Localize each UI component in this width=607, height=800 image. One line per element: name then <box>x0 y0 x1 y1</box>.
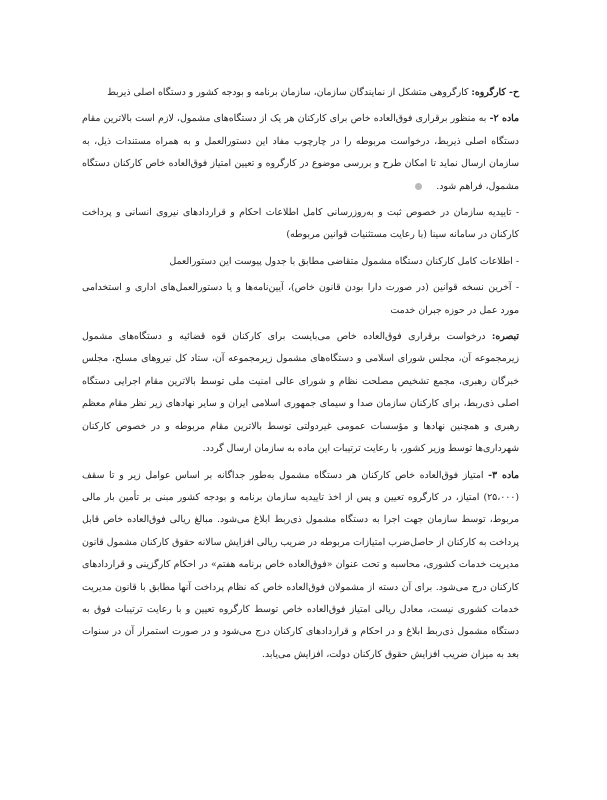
article-3-lead: ماده ۳- <box>488 469 519 481</box>
note-lead: تبصره: <box>491 331 519 343</box>
article-2-lead: ماده ۲- <box>489 113 519 125</box>
list-item: - آخرین نسخه قوانین (در صورت دارا بودن قانون خاص)، آیین‌نامه‌ها و یا دستورالعمل‌های اداری و استخدامی مورد عمل در حوزه جبران خدمت <box>82 282 519 316</box>
article-2-text: به منظور برقراری فوق‌العاده خاص برای کارکنان هر یک از دستگاه‌های مشمول، لازم است بالاترین مقام دستگاه اصلی ذیربط، درخواست مربوطه را در چارچوب مفاد این دستورالعمل و به همراه مستندات ذیل، به سازمان ارسال نماید تا امکان طرح و بررسی موضوع در کارگروه و تعیین امتیاز فوق‌العاده خاص کارکنان دستگاه مشمول، فراهم شود. <box>82 113 519 192</box>
note-paragraph <box>82 326 519 460</box>
list-item: - تاییدیه سازمان در خصوص ثبت و به‌روزرسانی کامل اطلاعات احکام و قراردادهای نیروی انسانی و پرداخت کارکنان در سامانه سینا (با رعایت مستثنیات قوانین مربوطه) <box>82 207 519 241</box>
section-h-lead: ح- کارگروه: <box>471 87 519 98</box>
article-2-paragraph <box>82 108 519 198</box>
list-item: - اطلاعات کامل کارکنان دستگاه مشمول متقاضی مطابق با جدول پیوست این دستورالعمل <box>169 255 519 267</box>
article-3-text: امتیاز فوق‌العاده خاص کارکنان هر دستگاه مشمول به‌طور جداگانه بر اساس عوامل زیر و تا سقف (۲۵،۰۰۰) امتیاز، در کارگروه تعیین و پس از اخذ تاییدیه سازمان برنامه و بودجه کشور مبنی بر تأمین بار مالی مربوط، توسط سازمان جهت اجرا به دستگاه مشمول ذی‌ربط ابلاغ می‌شود. مبالغ ریالی فوق‌العاده خاص قابل پرداخت به کارکنان از حاصل‌ضرب امتیازات مربوطه در ضریب ریالی افزایش سالانه حقوق کارکنان مشمول قانون مدیریت خدمات کشوری، محاسبه و تحت عنوان «فوق‌العاده خاص برنامه هفتم» در احکام کارگزینی و قراردادهای کارکنان درج می‌شود. برای آن دسته از مشمولان فوق‌العاده خاص که نظام پرداخت آنها مطابق با قانون مدیریت خدمات کشوری نیست، معادل ریالی امتیاز فوق‌العاده خاص توسط کارگروه تعیین و با رعایت ترتیبات فوق به دستگاه مشمول ذی‌ربط ابلاغ و در احکام و قراردادهای کارکنان درج می‌شود و در صورت استمرار آن در سنوات بعد به میزان ضریب افزایش حقوق کارکنان دولت، افزایش می‌یابد. <box>82 469 519 660</box>
bullet-dot-icon <box>415 183 422 190</box>
section-h-paragraph <box>82 82 519 104</box>
article-3-paragraph <box>82 465 519 667</box>
note-text: درخواست برقراری فوق‌العاده خاص می‌بایست برای کارکنان قوه قضائیه و دستگاه‌های مشمول زیرمجموعه آن، مجلس شورای اسلامی و دستگاه‌های مشمول زیرمجموعه آن، ستاد کل نیروهای مسلح، مجلس خبرگان رهبری، مجمع تشخیص مصلحت نظام و شورای عالی امنیت ملی توسط بالاترین مقام اجرایی دستگاه اصلی ذی‌ربط، برای کارکنان سازمان صدا و سیمای جمهوری اسلامی ایران و سایر نهادهای زیر نظر مقام معظم رهبری و همچنین نهادها و مؤسسات عمومی غیردولتی توسط بالاترین مقام مربوطه و در خصوص کارکنان شهرداری‌ها توسط وزیر کشور، با رعایت ترتیبات این ماده به سازمان ارسال گردد. <box>82 331 519 455</box>
section-h-text: کارگروهی متشکل از نمایندگان سازمان، سازمان برنامه و بودجه کشور و دستگاه اصلی ذیربط <box>107 87 472 98</box>
